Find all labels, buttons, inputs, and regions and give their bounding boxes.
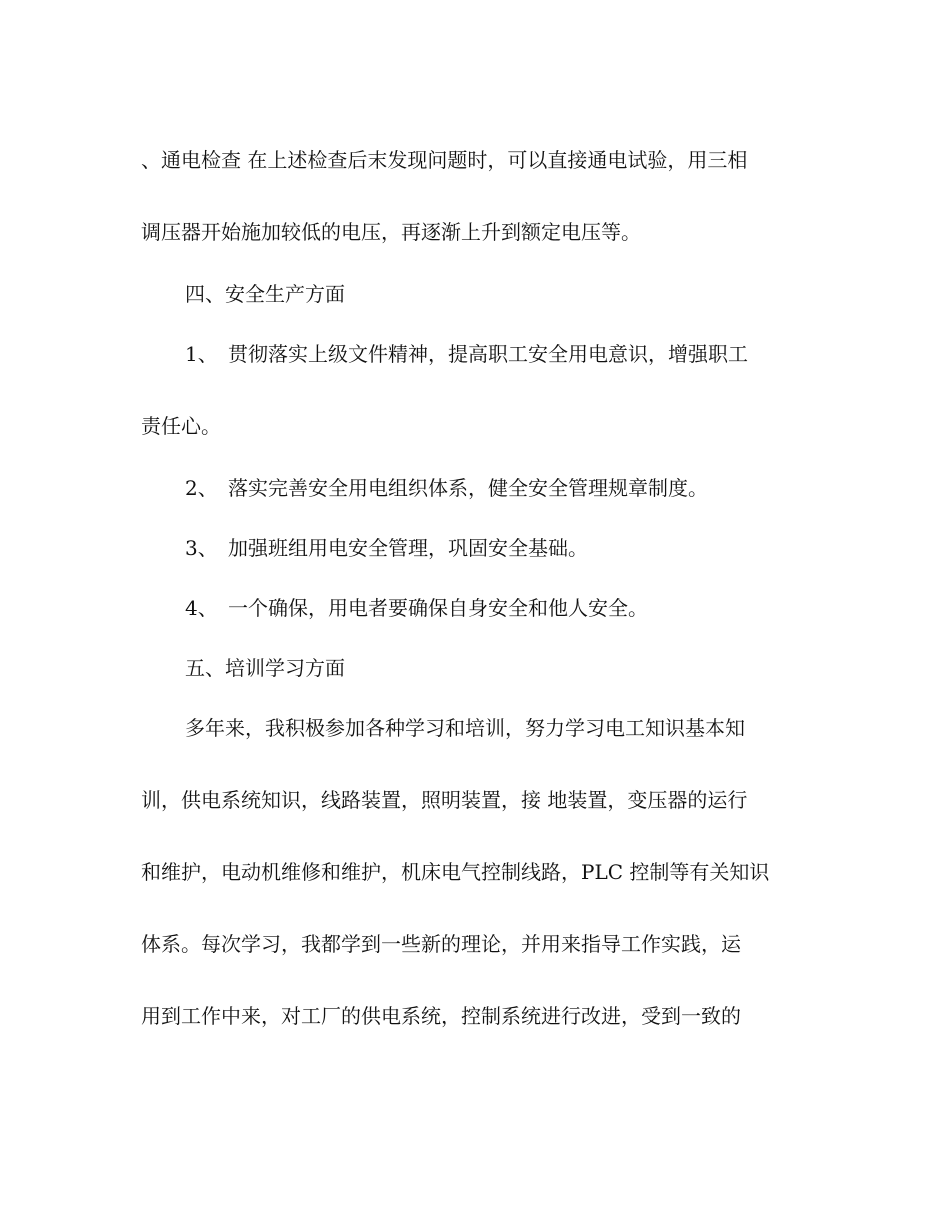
paragraph-training-line-5: 用到工作中来，对工厂的供电系统，控制系统进行改进，受到一致的	[141, 1004, 741, 1028]
list-text-3: 加强班组用电安全管理，巩固安全基础。	[228, 536, 588, 560]
paragraph-training-line-3: 和维护，电动机维修和维护，机床电气控制线路，PLC 控制等有关知识	[141, 860, 770, 884]
paragraph-training-line-4: 体系。每次学习，我都学到一些新的理论，并用来指导工作实践，运	[141, 932, 741, 956]
list-text-2: 落实完善安全用电组织体系，健全安全管理规章制度。	[228, 476, 708, 500]
list-text-1: 贯彻落实上级文件精神，提高职工安全用电意识，增强职工	[228, 342, 748, 366]
list-item-3	[0, 534, 950, 562]
section-heading-training: 五、培训学习方面	[185, 656, 345, 680]
list-text-4: 一个确保，用电者要确保自身安全和他人安全。	[228, 596, 648, 620]
list-item-1	[0, 340, 950, 368]
paragraph-training-line-2: 训，供电系统知识，线路装置，照明装置，接 地装置，变压器的运行	[141, 788, 748, 812]
list-number-3: 3、	[185, 536, 218, 560]
list-number-4: 4、	[185, 596, 218, 620]
list-number-2: 2、	[185, 476, 218, 500]
paragraph-line-2: 调压器开始施加较低的电压，再逐渐上升到额定电压等。	[141, 220, 641, 244]
section-heading-safety: 四、安全生产方面	[185, 282, 345, 306]
paragraph-line-1: 、通电检查 在上述检查后末发现问题时，可以直接通电试验，用三相	[141, 148, 748, 172]
list-number-1: 1、	[185, 342, 218, 366]
list-item-4	[0, 594, 950, 622]
paragraph-training-line-1: 多年来，我积极参加各种学习和培训，努力学习电工知识基本知	[185, 716, 745, 740]
list-item-1-continuation: 责任心。	[141, 414, 221, 438]
list-item-2	[0, 474, 950, 502]
